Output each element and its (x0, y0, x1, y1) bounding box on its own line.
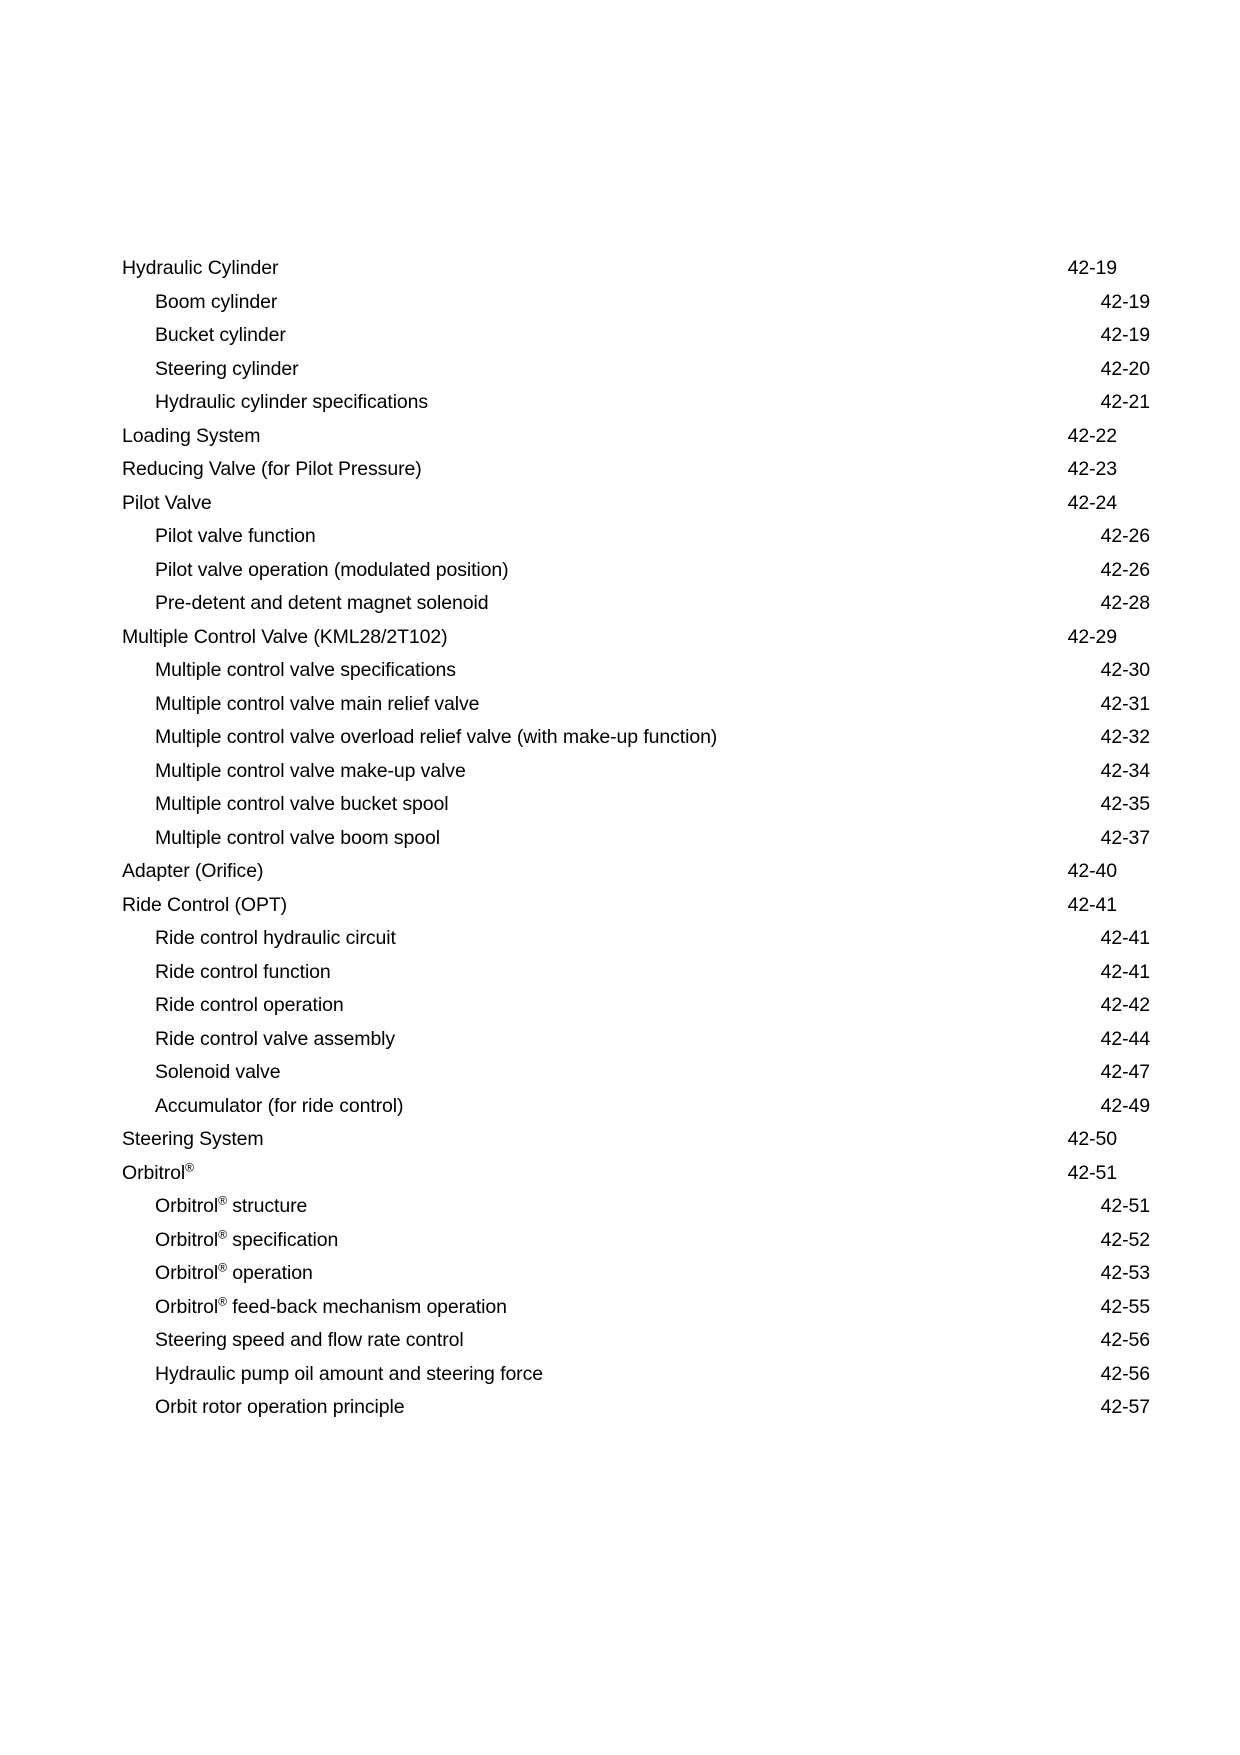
registered-trademark-icon: ® (218, 1294, 227, 1308)
toc-entry-title: Pre-detent and detent magnet solenoid (155, 592, 489, 614)
toc-entry-title-suffix: feed-back mechanism operation (226, 1295, 507, 1318)
toc-entry-list (122, 252, 1150, 1425)
toc-entry-title: Multiple control valve make-up valve (155, 759, 466, 782)
toc-entry-page-number: 42-41 (1067, 893, 1117, 916)
toc-entry-page-number: 42-20 (1100, 357, 1150, 380)
toc-entry-page-number: 42-52 (1100, 1228, 1150, 1251)
toc-entry-title: Boom cylinder (155, 290, 278, 313)
toc-entry-title: Steering System (122, 1128, 264, 1150)
toc-leader-dots (411, 1419, 1080, 1420)
toc-entry-title: Orbitrol® (122, 1160, 194, 1184)
toc-entry-page-number: 42-28 (1100, 592, 1150, 614)
toc-entry[interactable] (122, 520, 1150, 554)
toc-entry-title: Orbit rotor operation principle (155, 1396, 405, 1418)
toc-leader-dots (463, 682, 1080, 683)
toc-entry[interactable] (122, 420, 1117, 454)
toc-entry-title: Hydraulic Cylinder (122, 257, 279, 279)
toc-entry[interactable] (122, 353, 1150, 387)
toc-leader-dots (473, 782, 1080, 783)
toc-leader-dots (270, 883, 1047, 884)
toc-entry-page-number: 42-37 (1100, 826, 1150, 849)
toc-entry-title: Multiple control valve boom spool (155, 826, 441, 849)
toc-entry-page-number: 42-30 (1100, 659, 1150, 681)
toc-entry-title: Adapter (Orifice) (122, 860, 264, 882)
toc-entry[interactable] (122, 386, 1150, 420)
toc-entry-page-number: 42-49 (1100, 1094, 1150, 1117)
toc-entry-title: Orbitrol® operation (155, 1260, 313, 1284)
toc-entry-page-number: 42-35 (1100, 793, 1150, 815)
toc-entry-page-number: 42-51 (1100, 1195, 1150, 1217)
registered-trademark-icon: ® (185, 1160, 194, 1174)
toc-entry-title: Steering cylinder (155, 357, 299, 380)
toc-entry-page-number: 42-21 (1100, 391, 1150, 413)
toc-entry-title: Orbitrol® specification (155, 1227, 339, 1251)
toc-entry[interactable] (122, 252, 1117, 286)
toc-leader-dots (285, 280, 1047, 281)
toc-entry[interactable] (122, 688, 1150, 722)
toc-entry-page-number: 42-31 (1100, 692, 1150, 715)
toc-entry-title: Orbitrol® structure (155, 1193, 308, 1217)
toc-leader-dots (550, 1385, 1080, 1386)
toc-leader-dots (345, 1251, 1080, 1252)
toc-leader-dots (294, 916, 1047, 917)
toc-entry-title: Multiple control valve main relief valve (155, 692, 480, 715)
toc-entry[interactable] (122, 1123, 1117, 1157)
toc-entry-page-number: 42-23 (1067, 458, 1117, 480)
toc-entry-title: Solenoid valve (155, 1061, 281, 1083)
toc-leader-dots (284, 313, 1080, 314)
toc-entry-title: Ride control valve assembly (155, 1027, 396, 1050)
toc-leader-dots (495, 615, 1080, 616)
toc-leader-dots (338, 983, 1080, 984)
toc-entry-title: Loading System (122, 424, 261, 447)
toc-entry-page-number: 42-24 (1067, 491, 1117, 514)
toc-entry[interactable] (122, 1257, 1150, 1291)
toc-leader-dots (514, 1318, 1080, 1319)
toc-entry-page-number: 42-42 (1100, 994, 1150, 1016)
toc-entry[interactable] (122, 788, 1150, 822)
toc-entry-page-number: 42-26 (1100, 525, 1150, 547)
toc-entry[interactable] (122, 1291, 1150, 1325)
toc-entry[interactable] (122, 1391, 1150, 1425)
registered-trademark-icon: ® (218, 1227, 227, 1241)
toc-entry-title: Pilot valve function (155, 525, 316, 547)
toc-leader-dots (447, 849, 1080, 850)
toc-entry-title: Multiple control valve bucket spool (155, 793, 449, 815)
toc-entry[interactable] (122, 1190, 1150, 1224)
toc-entry[interactable] (122, 587, 1150, 621)
toc-entry-title: Bucket cylinder (155, 324, 286, 346)
toc-leader-dots (435, 414, 1080, 415)
toc-entry-title: Hydraulic cylinder specifications (155, 391, 429, 413)
toc-entry[interactable] (122, 621, 1117, 655)
toc-entry-page-number: 42-51 (1067, 1161, 1117, 1184)
toc-entry-page-number: 42-41 (1100, 960, 1150, 983)
toc-entry-title: Hydraulic pump oil amount and steering force (155, 1362, 543, 1385)
toc-entry[interactable] (122, 554, 1150, 588)
toc-leader-dots (455, 648, 1047, 649)
toc-entry[interactable] (122, 755, 1150, 789)
toc-entry-page-number: 42-56 (1100, 1329, 1150, 1351)
toc-leader-dots (456, 816, 1081, 817)
toc-entry[interactable] (122, 721, 1150, 755)
toc-leader-dots (320, 1285, 1080, 1286)
toc-entry-page-number: 42-55 (1100, 1295, 1150, 1318)
toc-entry-title-suffix: structure (226, 1195, 308, 1217)
registered-trademark-icon: ® (218, 1260, 227, 1275)
toc-leader-dots (351, 1017, 1080, 1018)
toc-entry-page-number: 42-47 (1100, 1061, 1150, 1083)
toc-entry-page-number: 42-19 (1100, 324, 1150, 346)
toc-entry[interactable] (122, 286, 1150, 320)
toc-entry-page-number: 42-22 (1067, 424, 1117, 447)
toc-leader-dots (306, 380, 1080, 381)
registered-trademark-icon: ® (218, 1193, 227, 1208)
toc-entry[interactable] (122, 1324, 1150, 1358)
toc-entry[interactable] (122, 487, 1117, 521)
toc-entry-page-number: 42-29 (1067, 625, 1117, 648)
toc-entry-title: Ride Control (OPT) (122, 893, 288, 916)
toc-leader-dots (219, 514, 1047, 515)
toc-leader-dots (402, 1050, 1080, 1051)
toc-leader-dots (471, 1352, 1080, 1353)
toc-entry[interactable] (122, 1224, 1150, 1258)
toc-entry-title-suffix: specification (226, 1228, 339, 1251)
toc-leader-dots (323, 548, 1080, 549)
toc-entry-title: Steering speed and flow rate control (155, 1329, 464, 1351)
toc-entry[interactable] (122, 855, 1117, 889)
toc-entry[interactable] (122, 1056, 1150, 1090)
toc-entry-page-number: 42-50 (1067, 1128, 1117, 1150)
toc-entry-page-number: 42-19 (1067, 257, 1117, 279)
toc-entry-page-number: 42-26 (1100, 558, 1150, 581)
toc-entry-title: Ride control function (155, 960, 331, 983)
toc-entry[interactable] (122, 1157, 1117, 1191)
toc-entry-title: Ride control hydraulic circuit (155, 927, 396, 949)
toc-entry[interactable] (122, 319, 1150, 353)
toc-entry[interactable] (122, 956, 1150, 990)
toc-entry-title: Pilot valve operation (modulated position) (155, 558, 509, 581)
toc-leader-dots (314, 1218, 1080, 1219)
toc-entry[interactable] (122, 989, 1150, 1023)
toc-entry-title: Ride control operation (155, 994, 344, 1016)
toc-leader-dots (293, 347, 1080, 348)
toc-entry-title: Multiple control valve overload relief valve (with make-up function) (155, 726, 718, 748)
toc-entry[interactable] (122, 1090, 1150, 1124)
toc-leader-dots (516, 581, 1080, 582)
toc-entry-page-number: 42-41 (1100, 927, 1150, 949)
toc-entry-page-number: 42-44 (1100, 1027, 1150, 1050)
toc-entry-page-number: 42-53 (1100, 1262, 1150, 1284)
toc-entry[interactable] (122, 889, 1117, 923)
toc-leader-dots (486, 715, 1080, 716)
toc-leader-dots (429, 481, 1047, 482)
toc-entry-title: Multiple control valve specifications (155, 659, 456, 681)
toc-entry-title: Accumulator (for ride control) (155, 1094, 404, 1117)
toc-entry-title: Multiple Control Valve (KML28/2T102) (122, 625, 448, 648)
toc-leader-dots (201, 1184, 1047, 1185)
toc-entry-page-number: 42-34 (1100, 759, 1150, 782)
toc-entry-title: Pilot Valve (122, 491, 212, 514)
toc-entry-page-number: 42-32 (1100, 726, 1150, 748)
toc-entry-page-number: 42-19 (1100, 290, 1150, 313)
toc-leader-dots (267, 447, 1047, 448)
toc-entry-title: Reducing Valve (for Pilot Pressure) (122, 458, 422, 480)
toc-entry[interactable] (122, 453, 1117, 487)
toc-entry-title-suffix: operation (226, 1262, 313, 1284)
toc-leader-dots (724, 749, 1080, 750)
toc-entry[interactable] (122, 654, 1150, 688)
toc-leader-dots (410, 1117, 1080, 1118)
toc-leader-dots (287, 1084, 1080, 1085)
toc-leader-dots (403, 950, 1080, 951)
toc-entry[interactable] (122, 922, 1150, 956)
toc-entry[interactable] (122, 822, 1150, 856)
toc-leader-dots (271, 1151, 1047, 1152)
toc-entry-page-number: 42-40 (1067, 860, 1117, 882)
toc-entry-title: Orbitrol® feed-back mechanism operation (155, 1294, 507, 1318)
toc-entry[interactable] (122, 1358, 1150, 1392)
toc-entry[interactable] (122, 1023, 1150, 1057)
toc-entry-page-number: 42-56 (1100, 1362, 1150, 1385)
toc-entry-page-number: 42-57 (1100, 1396, 1150, 1418)
